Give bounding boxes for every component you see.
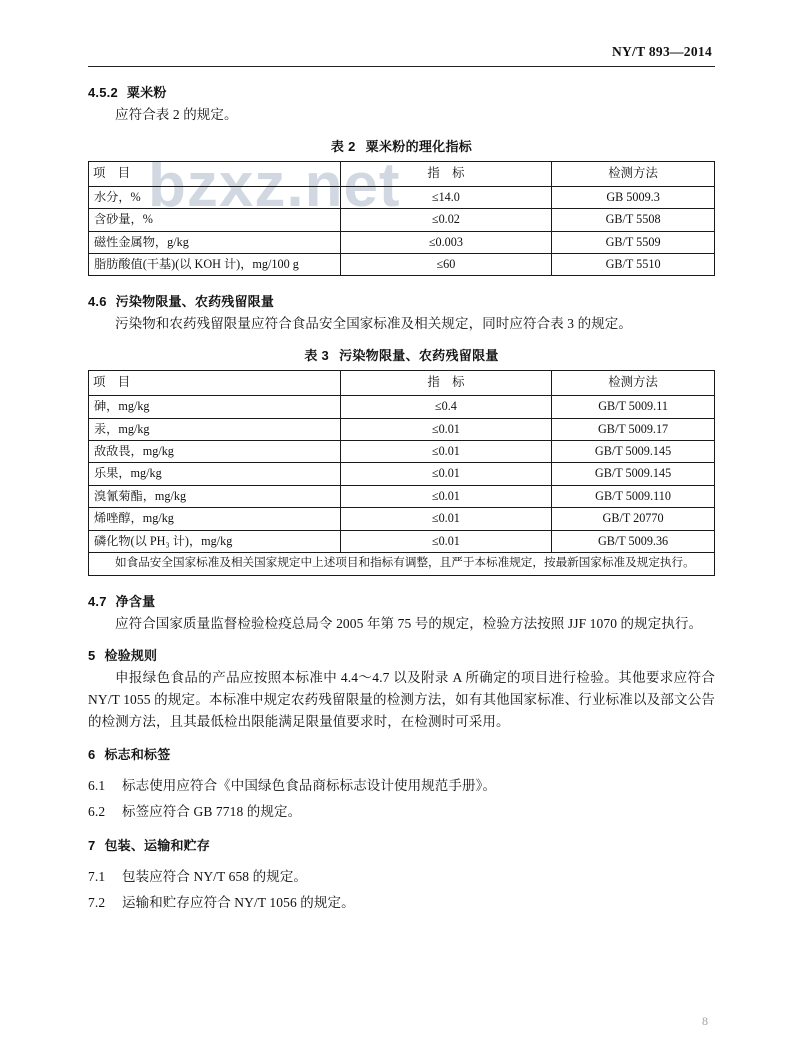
table3-row5-spec: ≤0.01 — [340, 508, 551, 530]
table3-header-row — [89, 371, 715, 396]
table2-caption — [88, 136, 715, 155]
table2-col-item: 项 目 — [89, 161, 341, 186]
subclause-number-6-1: 6.1 — [88, 778, 106, 793]
table-2-physicochemical-indices — [88, 161, 715, 277]
table2-row0-item: 水分，% — [89, 186, 341, 208]
subclause-text-6-1: 标志使用应符合《中国绿色食品商标标志设计使用规范手册》。 — [122, 778, 497, 793]
subclause-number-7-2: 7.2 — [88, 894, 106, 910]
table3-row0-item: 砷，mg/kg — [89, 396, 341, 418]
table2-row1-spec: ≤0.02 — [340, 209, 551, 231]
table3-row3-spec: ≤0.01 — [340, 463, 551, 485]
table2-caption-label: 表 2 — [330, 138, 356, 154]
subclause-7-1 — [88, 866, 715, 888]
subclause-number-6-2: 6.2 — [88, 803, 106, 819]
table2-caption-title: 粟米粉的理化指标 — [365, 138, 473, 154]
table3-col-spec: 指 标 — [340, 371, 551, 396]
subclause-6-2 — [88, 801, 715, 823]
header-rule — [88, 66, 715, 67]
table2-row1-method: GB/T 5508 — [552, 209, 715, 231]
table-row — [89, 396, 715, 418]
table3-row4-method: GB/T 5009.110 — [552, 485, 715, 507]
clause-number-4-7: 4.7 — [88, 593, 107, 609]
clause-title-4-7: 净含量 — [115, 593, 156, 609]
table3-row6-method: GB/T 5009.36 — [552, 530, 715, 552]
clause-number-5: 5 — [88, 648, 96, 664]
table3-row1-spec: ≤0.01 — [340, 418, 551, 440]
watermark-text: bzxz.net — [148, 151, 401, 220]
heading-7 — [88, 835, 715, 854]
document-body — [88, 82, 715, 917]
table3-row6-item: 磷化物(以 PH₃ 计)，mg/kg — [89, 530, 341, 552]
table3-row2-item: 敌敌畏，mg/kg — [89, 441, 341, 463]
heading-4-7 — [88, 591, 715, 610]
table3-caption-title: 污染物限量、农药残留限量 — [339, 348, 499, 364]
table3-caption — [88, 345, 715, 364]
table2-row3-method: GB/T 5510 — [552, 254, 715, 276]
heading-6 — [88, 744, 715, 763]
paragraph-4-6: 污染物和农药残留限量应符合食品安全国家标准及相关规定，同时应符合表 3 的规定。 — [115, 316, 632, 332]
table3-row1-item: 汞，mg/kg — [89, 418, 341, 440]
standard-code-header: NY/T 893—2014 — [611, 44, 712, 59]
table-row — [89, 418, 715, 440]
subclause-6-1 — [88, 775, 715, 797]
table2-row0-method: GB 5009.3 — [552, 186, 715, 208]
heading-4-5-2 — [88, 82, 715, 101]
table3-note: 如食品安全国家标准及相关国家规定中上述项目和指标有调整，且严于本标准规定，按最新国家标准及规定执行。 — [89, 553, 715, 575]
table2-row2-method: GB/T 5509 — [552, 231, 715, 253]
table3-caption-label: 表 3 — [304, 348, 330, 364]
table-row — [89, 254, 715, 276]
table-row — [89, 485, 715, 507]
table3-row5-item: 烯唑醇，mg/kg — [89, 508, 341, 530]
table-row — [89, 441, 715, 463]
table3-note-row — [89, 553, 715, 575]
table3-row3-method: GB/T 5009.145 — [552, 463, 715, 485]
table3-row4-item: 溴氰菊酯，mg/kg — [89, 485, 341, 507]
heading-4-6 — [88, 291, 715, 310]
table3-row2-method: GB/T 5009.145 — [552, 441, 715, 463]
table3-row1-method: GB/T 5009.17 — [552, 418, 715, 440]
table3-row0-method: GB/T 5009.11 — [552, 396, 715, 418]
table2-row1-item: 含砂量，% — [89, 209, 341, 231]
table3-row4-spec: ≤0.01 — [340, 485, 551, 507]
table3-row2-spec: ≤0.01 — [340, 441, 551, 463]
clause-number-7: 7 — [88, 838, 96, 854]
table2-row3-spec: ≤60 — [340, 254, 551, 276]
table2-header-row — [89, 161, 715, 186]
table2-col-spec: 指 标 — [340, 161, 551, 186]
subclause-text-7-2: 运输和贮存应符合 NY/T 1056 的规定。 — [122, 894, 355, 910]
subclause-text-7-1: 包装应符合 NY/T 658 的规定。 — [122, 869, 308, 885]
clause-title-7: 包装、运输和贮存 — [104, 838, 211, 854]
clause-number-4-5-2: 4.5.2 — [88, 85, 118, 100]
paragraph-4-7: 应符合国家质量监督检验检疫总局令 2005 年第 75 号的规定，检验方法按照 JJF 1070 的规定执行。 — [115, 615, 703, 631]
clause-number-6: 6 — [88, 747, 96, 762]
clause-title-4-5-2: 粟米粉 — [126, 85, 167, 100]
table3-row3-item: 乐果，mg/kg — [89, 463, 341, 485]
table2-row2-item: 磁性金属物，g/kg — [89, 231, 341, 253]
clause-title-5: 检验规则 — [104, 648, 158, 664]
paragraph-5: 申报绿色食品的产品应按照本标准中 4.4～4.7 以及附录 A 所确定的项目进行检验。其他要求应符合 NY/T 1055 的规定。本标准中规定农药残留限量的检测方法，如有其他国家标准、行业标准以及部文公告的检测方法，且其最低检出限能满足限量值要求时，在检测时可采用。 — [88, 670, 715, 730]
table-row — [89, 508, 715, 530]
table2-col-method: 检测方法 — [552, 161, 715, 186]
page-number: 8 — [702, 1014, 708, 1028]
clause-number-4-6: 4.6 — [88, 294, 107, 310]
table2-row2-spec: ≤0.003 — [340, 231, 551, 253]
table-row — [89, 209, 715, 231]
subclause-7-2 — [88, 892, 715, 914]
heading-5 — [88, 645, 715, 664]
table3-col-method: 检测方法 — [552, 371, 715, 396]
table-row — [89, 231, 715, 253]
table3-row5-method: GB/T 20770 — [552, 508, 715, 530]
table2-row3-item: 脂肪酸值(干基)(以 KOH 计)，mg/100 g — [89, 254, 341, 276]
paragraph-4-5-2: 应符合表 2 的规定。 — [115, 107, 238, 122]
clause-title-4-6: 污染物限量、农药残留限量 — [115, 294, 275, 310]
subclause-text-6-2: 标签应符合 GB 7718 的规定。 — [122, 803, 302, 819]
table-3-contaminant-pesticide-limits — [88, 370, 715, 575]
table-row — [89, 463, 715, 485]
table3-row6-spec: ≤0.01 — [340, 530, 551, 552]
table3-col-item: 项 目 — [89, 371, 341, 396]
table-row — [89, 186, 715, 208]
table-row — [89, 530, 715, 552]
table2-row0-spec: ≤14.0 — [340, 186, 551, 208]
subclause-number-7-1: 7.1 — [88, 869, 106, 885]
clause-title-6: 标志和标签 — [104, 747, 171, 762]
table3-row0-spec: ≤0.4 — [340, 396, 551, 418]
